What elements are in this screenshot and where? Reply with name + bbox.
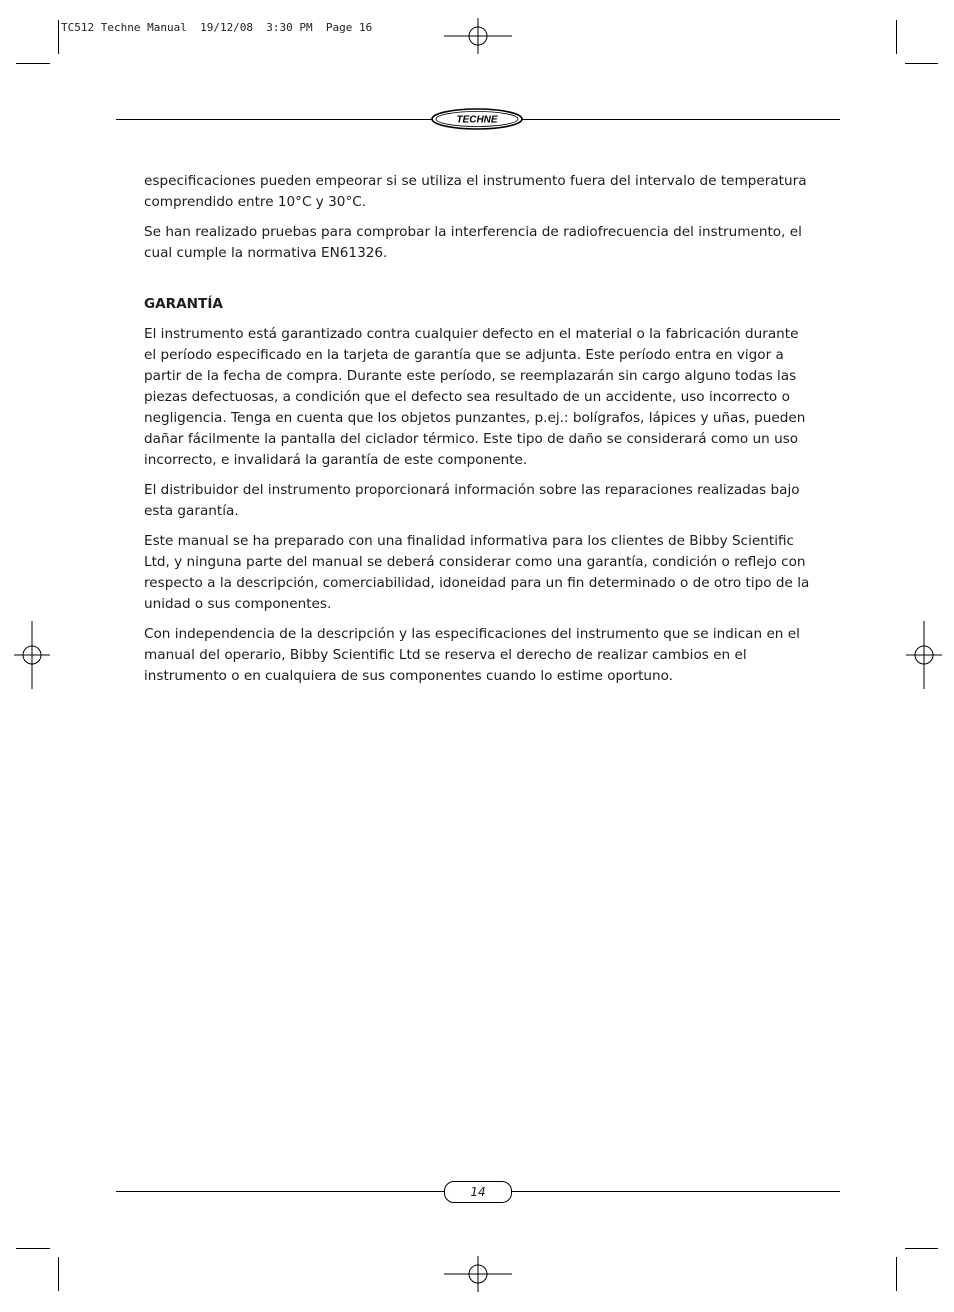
paragraph: El distribuidor del instrumento proporcionará información sobre las reparaciones realizadas bajo esta garantía. (144, 482, 800, 519)
registration-mark-icon (444, 1256, 512, 1294)
crop-mark (905, 1248, 938, 1249)
crop-mark (905, 63, 938, 64)
registration-mark-icon (444, 18, 512, 56)
crop-mark (896, 20, 897, 54)
print-slug-header: TC512 Techne Manual 19/12/08 3:30 PM Page 16 (61, 21, 373, 34)
crop-mark (16, 63, 50, 64)
paragraph: Este manual se ha preparado con una finalidad informativa para los clientes de Bibby Scientific Ltd, y ninguna parte del manual se deberá considerar como una garantía, condición o reflejo con respecto a la descripción, comerciabilidad, idoneidad para un fin determinado o de otro tipo de la unidad o sus componentes. (144, 533, 810, 612)
crop-mark (58, 20, 59, 54)
paragraph: El instrumento está garantizado contra cualquier defecto en el material o la fabricación durante el período especificado en la tarjeta de garantía que se adjunta. Este período entra en vigor a partir de la fecha de compra. Durante este período, se reemplazarán sin cargo alguno todas las piezas defectuosas, a condición que el defecto sea resultado de un accidente, uso incorrecto o negligencia. Tenga en cuenta que los objetos punzantes, p.ej.: bolígrafos, lápices y uñas, pueden dañar fácilmente la pantalla del ciclador térmico. Este tipo de daño se considerará como un uso incorrecto, e invalidará la garantía de este componente. (144, 326, 806, 468)
registration-mark-icon (14, 621, 52, 689)
section-heading: GARANTÍA (144, 296, 223, 312)
page-number: 14 (444, 1181, 512, 1203)
paragraph: Con independencia de la descripción y las especificaciones del instrumento que se indican en el manual del operario, Bibby Scientific Ltd se reserva el derecho de realizar cambios en el instrumento o en cualquiera de sus componentes cuando lo estime oportuno. (144, 626, 800, 684)
crop-mark (896, 1257, 897, 1291)
paragraph: Se han realizado pruebas para comprobar la interferencia de radiofrecuencia del instrumento, el cual cumple la normativa EN61326. (144, 224, 802, 261)
crop-mark (58, 1257, 59, 1291)
techne-logo (431, 108, 523, 130)
crop-mark (16, 1248, 50, 1249)
svg-text:TECHNE: TECHNE (456, 114, 498, 126)
main-content (144, 171, 812, 696)
registration-mark-icon (904, 621, 942, 689)
paragraph: especificaciones pueden empeorar si se utiliza el instrumento fuera del intervalo de temperatura comprendido entre 10°C y 30°C. (144, 173, 807, 210)
